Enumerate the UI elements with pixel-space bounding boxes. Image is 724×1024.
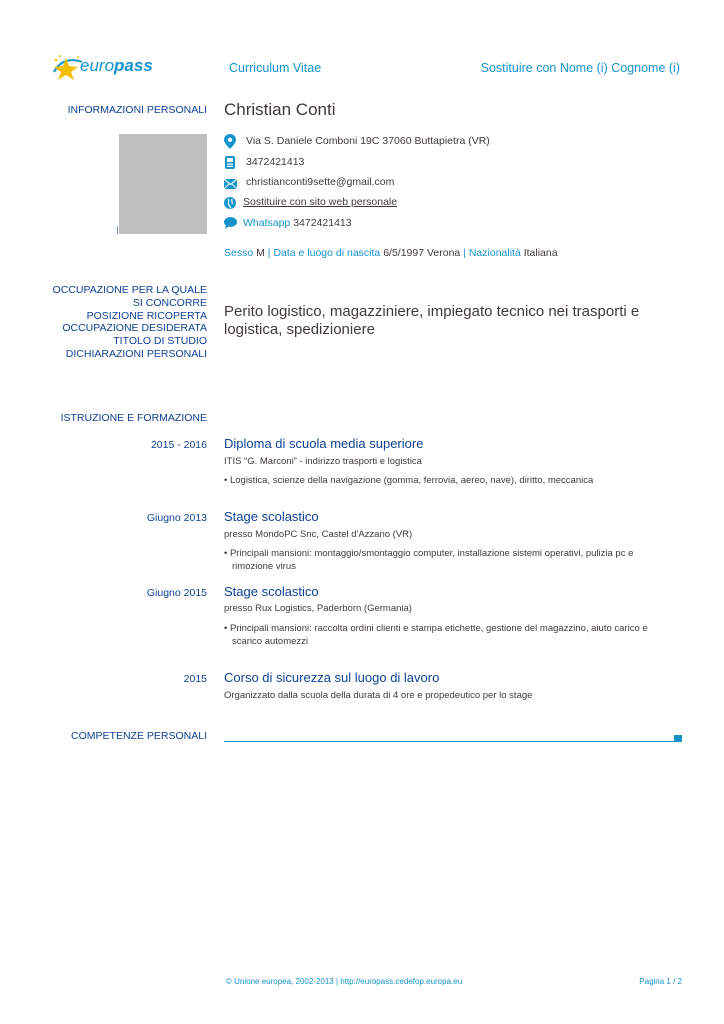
edu-date: 2015 bbox=[183, 673, 207, 685]
footer-page: Pagina 1 / 2 bbox=[639, 977, 682, 986]
photo bbox=[119, 134, 207, 234]
europass-logo bbox=[50, 50, 160, 84]
separator: | bbox=[463, 247, 466, 259]
occupation-label-line: DICHIARAZIONI PERSONALI bbox=[65, 347, 207, 360]
edu-org: ITIS “G. Marconi” - indirizzo trasporti e logistica bbox=[224, 456, 422, 467]
edu-org: presso Rux Logistics, Paderborn (Germania) bbox=[224, 603, 412, 614]
email-text[interactable]: christianconti9sette@gmail.com bbox=[246, 176, 395, 188]
occupation-label-line: OCCUPAZIONE DESIDERATA bbox=[62, 322, 207, 335]
occupation-text-line: logistica, spedizioniere bbox=[224, 321, 375, 338]
nationality-label: Nazionalità bbox=[468, 247, 521, 259]
occupation-label-line: TITOLO DI STUDIO bbox=[113, 335, 207, 348]
separator: | bbox=[267, 247, 271, 259]
address-text: Via S. Daniele Comboni 19C 37060 Buttapietra (VR) bbox=[246, 135, 490, 147]
education-label: ISTRUZIONE E FORMAZIONE bbox=[60, 412, 207, 424]
name-placeholder: Sostituire con Nome (i) Cognome (i) bbox=[480, 61, 680, 75]
europass-star-icon bbox=[50, 52, 84, 82]
occupation-labels bbox=[53, 284, 207, 361]
occupation-label-line: OCCUPAZIONE PER LA QUALE bbox=[52, 284, 207, 296]
edu-date: Giugno 2015 bbox=[146, 587, 207, 599]
skills-label: COMPETENZE PERSONALI bbox=[71, 730, 207, 742]
doc-title: Curriculum Vitae bbox=[229, 61, 322, 75]
edu-bullet: • Principali mansioni: raccolta ordini clienti e stampa etichette, gestione del magazzino, aiuto carico e bbox=[224, 623, 648, 634]
edu-date: Giugno 2013 bbox=[146, 512, 207, 524]
edu-title: Corso di sicurezza sul luogo di lavoro bbox=[224, 670, 440, 685]
website-link[interactable]: Sostituire con sito web personale bbox=[243, 196, 398, 208]
personal-details-line bbox=[224, 247, 558, 259]
edu-bullet-cont: scarico automezzi bbox=[232, 636, 309, 647]
footer-copyright[interactable]: © Unione europea, 2002-2013 | http://europass.cedefop.europa.eu bbox=[226, 977, 463, 986]
edu-title: Diploma di scuola media superiore bbox=[224, 436, 424, 451]
person-name: Christian Conti bbox=[224, 100, 336, 119]
photo-marker bbox=[117, 226, 118, 234]
occupation-label-line: SI CONCORRE bbox=[132, 296, 207, 309]
edu-title: Stage scolastico bbox=[224, 584, 319, 599]
edu-org: Organizzato dalla scuola della durata di 4 ore e propedeutico per lo stage bbox=[224, 690, 533, 701]
edu-org: presso MondoPC Snc, Castel d'Azzano (VR) bbox=[224, 529, 413, 540]
personal-info-label: INFORMAZIONI PERSONALI bbox=[67, 104, 207, 116]
occupation-text bbox=[224, 303, 639, 339]
skills-divider-end bbox=[674, 735, 682, 742]
birth-label: Data e luogo di nascita bbox=[273, 247, 381, 259]
skills-divider bbox=[224, 741, 674, 742]
phone-icon bbox=[224, 156, 236, 169]
nationality-value: Italiana bbox=[523, 247, 558, 259]
logo-text-euro: euro bbox=[80, 56, 115, 75]
chat-icon bbox=[224, 217, 237, 229]
email-icon bbox=[224, 179, 237, 189]
im-type: Whatsapp bbox=[243, 217, 291, 229]
im-value: 3472421413 bbox=[293, 217, 352, 229]
edu-bullet: • Principali mansioni: montaggio/smontaggio computer, installazione sistemi operativi, pulizia pc e bbox=[224, 548, 634, 559]
logo-text-pass: pass bbox=[114, 56, 153, 75]
edu-date: 2015 - 2016 bbox=[150, 439, 207, 451]
location-icon bbox=[224, 134, 236, 149]
edu-bullet: • Logistica, scienze della navigazione (gomma, ferrovia, aereo, nave), diritto, meccanica bbox=[224, 475, 594, 486]
occupation-label-line: POSIZIONE RICOPERTA bbox=[86, 309, 207, 322]
edu-bullet-cont: rimozione virus bbox=[232, 561, 296, 572]
sex-label: Sesso bbox=[224, 247, 254, 259]
phone-text: 3472421413 bbox=[246, 156, 305, 168]
sex-value: M bbox=[256, 247, 265, 259]
occupation-text-line: Perito logistico, magazziniere, impiegato tecnico nei trasporti e bbox=[224, 303, 640, 320]
birth-value: 6/5/1997 Verona bbox=[383, 247, 461, 259]
edu-title: Stage scolastico bbox=[224, 509, 319, 524]
website-icon bbox=[224, 197, 236, 209]
